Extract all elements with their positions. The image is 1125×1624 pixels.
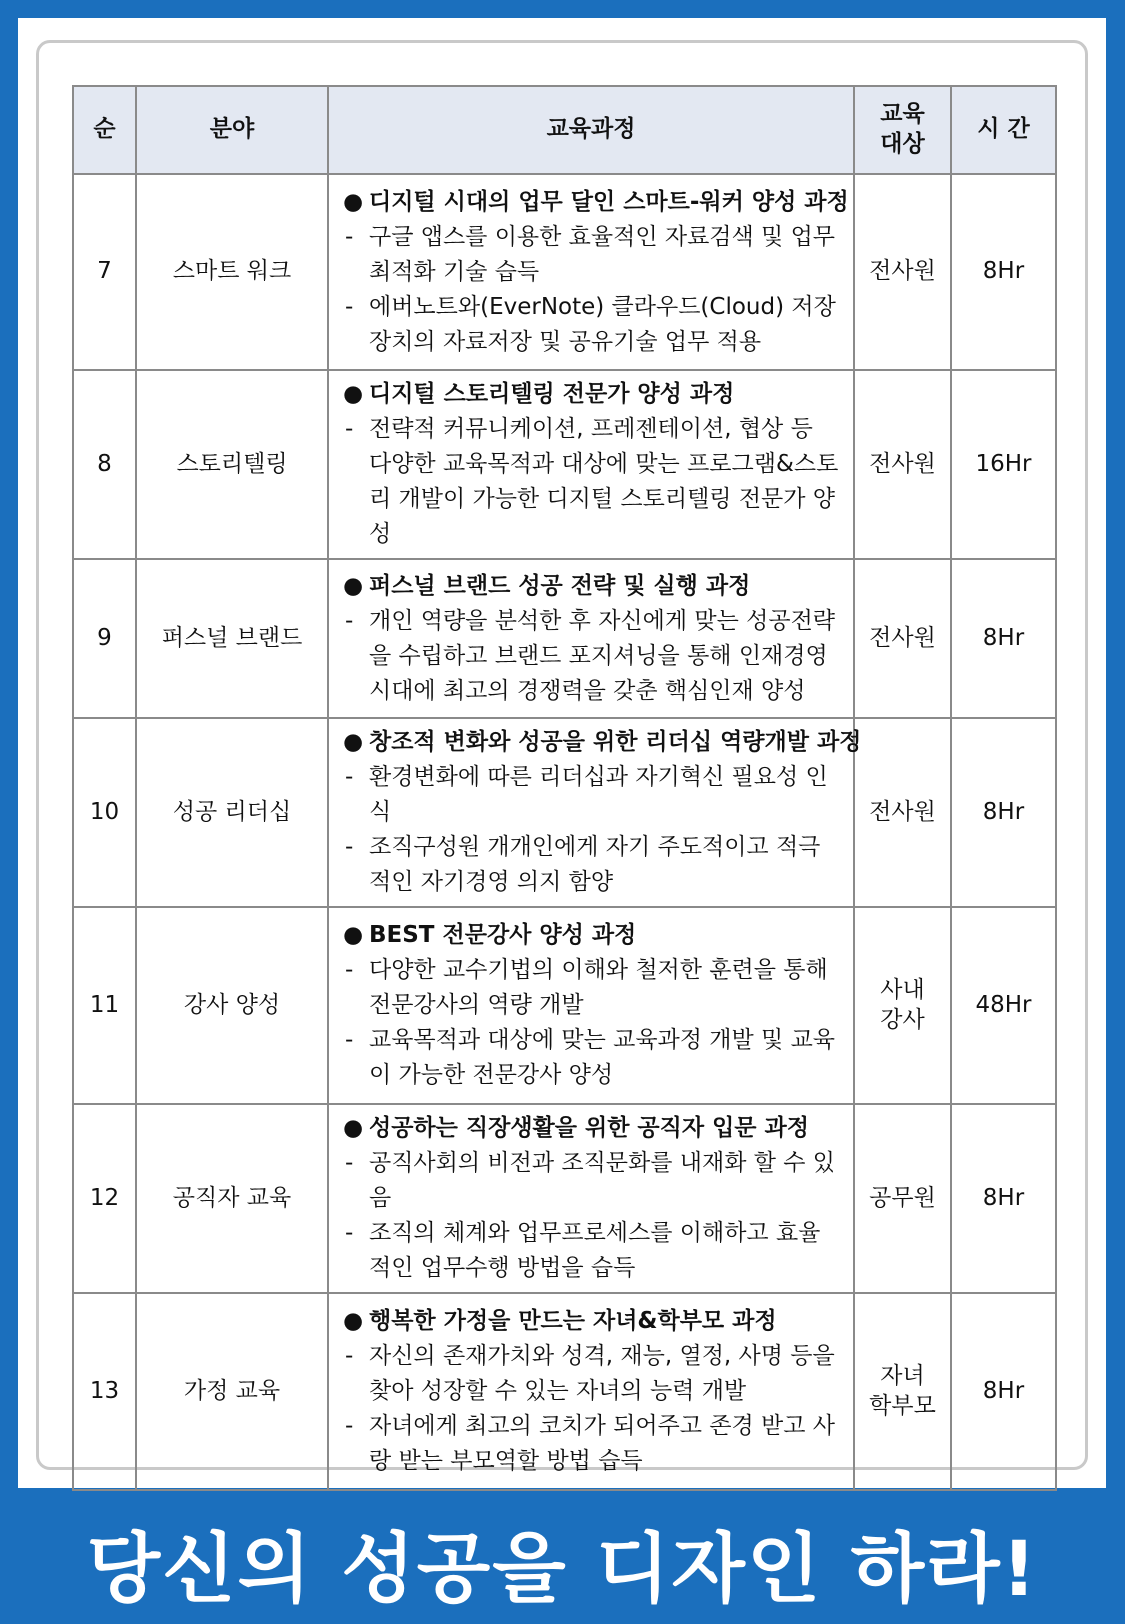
course-detail-text: 다양한 교수기법의 이해와 철저한 훈련을 통해 전문강사의 역량 개발 bbox=[369, 957, 828, 1018]
course-detail-text: 교육목적과 대상에 맞는 교육과정 개발 및 교육이 가능한 전문강사 양성 bbox=[369, 1027, 836, 1088]
dash-marker: - bbox=[345, 1150, 354, 1176]
table-row bbox=[73, 907, 1056, 1104]
bullet-icon: ● bbox=[343, 1115, 364, 1141]
course-title-text: 디지털 스토리텔링 전문가 양성 과정 bbox=[369, 381, 735, 407]
header-course: 교육과정 bbox=[328, 86, 854, 174]
row-course-description bbox=[328, 174, 854, 370]
row-field: 강사 양성 bbox=[136, 907, 328, 1104]
table-row bbox=[73, 559, 1056, 718]
row-target: 전사원 bbox=[854, 718, 951, 907]
course-detail-text: 구글 앱스를 이용한 효율적인 자료검색 및 업무 최적화 기술 습득 bbox=[369, 223, 836, 285]
dash-marker: - bbox=[345, 1343, 354, 1369]
course-title bbox=[343, 377, 839, 412]
header-no: 순 bbox=[73, 86, 136, 174]
course-title-text: BEST 전문강사 양성 과정 bbox=[369, 922, 637, 948]
course-detail-text: 에버노트와(EverNote) 클라우드(Cloud) 저장 장치의 자료저장 및 공유기술 업무 적용 bbox=[369, 293, 836, 355]
header-target: 교육 대상 bbox=[854, 86, 951, 174]
row-number: 7 bbox=[73, 174, 136, 370]
dash-marker: - bbox=[345, 957, 354, 983]
row-course-description bbox=[328, 1293, 854, 1490]
table-body bbox=[73, 174, 1056, 1490]
course-detail-item bbox=[343, 760, 839, 830]
course-title-text: 창조적 변화와 성공을 위한 리더십 역량개발 과정 bbox=[369, 729, 862, 755]
dash-marker: - bbox=[345, 1413, 354, 1439]
course-title-text: 퍼스널 브랜드 성공 전략 및 실행 과정 bbox=[369, 572, 751, 599]
row-time: 8Hr bbox=[951, 559, 1056, 718]
row-time: 16Hr bbox=[951, 370, 1056, 559]
course-detail-text: 자녀에게 최고의 코치가 되어주고 존경 받고 사랑 받는 부모역할 방법 습득 bbox=[369, 1413, 836, 1474]
course-detail-item bbox=[343, 290, 839, 360]
row-number: 8 bbox=[73, 370, 136, 559]
course-detail-item bbox=[343, 830, 839, 900]
bullet-icon: ● bbox=[343, 381, 364, 407]
row-course-description bbox=[328, 559, 854, 718]
course-title bbox=[343, 1111, 839, 1146]
dash-marker: - bbox=[345, 293, 354, 320]
row-time: 8Hr bbox=[951, 174, 1056, 370]
row-time: 48Hr bbox=[951, 907, 1056, 1104]
row-field: 가정 교육 bbox=[136, 1293, 328, 1490]
row-course-description bbox=[328, 718, 862, 907]
course-detail-item bbox=[343, 1023, 839, 1093]
header-time: 시 간 bbox=[951, 86, 1056, 174]
course-detail-text: 조직구성원 개개인에게 자기 주도적이고 적극적인 자기경영 의지 함양 bbox=[369, 834, 821, 895]
row-number: 11 bbox=[73, 907, 136, 1104]
row-field: 퍼스널 브랜드 bbox=[136, 559, 328, 718]
row-target: 공무원 bbox=[854, 1104, 951, 1293]
bullet-icon: ● bbox=[343, 1308, 364, 1334]
course-detail-text: 자신의 존재가치와 성격, 재능, 열정, 사명 등을 찾아 성장할 수 있는 자녀의 능력 개발 bbox=[369, 1343, 835, 1404]
course-detail-item bbox=[343, 412, 839, 552]
row-time: 8Hr bbox=[951, 1104, 1056, 1293]
course-title bbox=[343, 569, 839, 604]
dash-marker: - bbox=[345, 834, 354, 860]
bullet-icon: ● bbox=[343, 188, 364, 215]
row-target: 전사원 bbox=[854, 370, 951, 559]
table-row bbox=[73, 1293, 1056, 1490]
course-detail-text: 전략적 커뮤니케이션, 프레젠테이션, 협상 등 다양한 교육목적과 대상에 맞는 프로그램&스토리 개발이 가능한 디지털 스토리텔링 전문가 양성 bbox=[369, 416, 839, 547]
header-field: 분야 bbox=[136, 86, 328, 174]
dash-marker: - bbox=[345, 1027, 354, 1053]
course-detail-item bbox=[343, 1339, 839, 1409]
course-detail-item bbox=[343, 953, 839, 1023]
slogan-banner: 당신의 성공을 디자인 하라! bbox=[86, 1523, 1039, 1613]
row-field: 성공 리더십 bbox=[136, 718, 328, 907]
course-detail-item bbox=[343, 1409, 839, 1479]
row-number: 13 bbox=[73, 1293, 136, 1490]
table-row bbox=[73, 718, 1056, 907]
course-title bbox=[343, 185, 849, 220]
course-detail-item bbox=[343, 1216, 839, 1286]
row-field: 스토리텔링 bbox=[136, 370, 328, 559]
course-title-text: 행복한 가정을 만드는 자녀&학부모 과정 bbox=[369, 1308, 777, 1334]
course-title bbox=[343, 918, 839, 953]
bullet-icon: ● bbox=[343, 729, 364, 755]
row-target: 전사원 bbox=[854, 559, 951, 718]
table-row bbox=[73, 370, 1056, 559]
table-row bbox=[73, 1104, 1056, 1293]
row-target: 전사원 bbox=[854, 174, 951, 370]
course-title-text: 성공하는 직장생활을 위한 공직자 입문 과정 bbox=[369, 1115, 809, 1141]
row-target: 사내 강사 bbox=[854, 907, 951, 1104]
course-detail-text: 환경변화에 따른 리더십과 자기혁신 필요성 인식 bbox=[369, 764, 828, 825]
dash-marker: - bbox=[345, 1220, 354, 1246]
bullet-icon: ● bbox=[343, 572, 364, 599]
course-detail-text: 조직의 체계와 업무프로세스를 이해하고 효율적인 업무수행 방법을 습득 bbox=[369, 1220, 821, 1281]
dash-marker: - bbox=[345, 607, 354, 634]
dash-marker: - bbox=[345, 223, 354, 250]
row-course-description bbox=[328, 907, 854, 1104]
row-time: 8Hr bbox=[951, 1293, 1056, 1490]
course-table bbox=[72, 85, 1057, 1491]
course-detail-item bbox=[343, 1146, 839, 1216]
course-title bbox=[343, 725, 862, 760]
row-field: 공직자 교육 bbox=[136, 1104, 328, 1293]
course-title-text: 디지털 시대의 업무 달인 스마트-워커 양성 과정 bbox=[369, 188, 849, 215]
table-row bbox=[73, 174, 1056, 370]
row-course-description bbox=[328, 1104, 854, 1293]
bullet-icon: ● bbox=[343, 922, 364, 948]
row-number: 9 bbox=[73, 559, 136, 718]
table-header-row bbox=[73, 86, 1056, 174]
course-title bbox=[343, 1304, 839, 1339]
row-number: 12 bbox=[73, 1104, 136, 1293]
course-detail-item bbox=[343, 220, 839, 290]
row-field: 스마트 워크 bbox=[136, 174, 328, 370]
row-time: 8Hr bbox=[951, 718, 1056, 907]
row-target: 자녀 학부모 bbox=[854, 1293, 951, 1490]
course-detail-item bbox=[343, 604, 839, 709]
course-detail-text: 개인 역량을 분석한 후 자신에게 맞는 성공전략을 수립하고 브랜드 포지셔닝을 통해 인재경영 시대에 최고의 경쟁력을 갖춘 핵심인재 양성 bbox=[369, 607, 836, 704]
dash-marker: - bbox=[345, 764, 354, 790]
course-detail-text: 공직사회의 비전과 조직문화를 내재화 할 수 있음 bbox=[369, 1150, 836, 1211]
row-number: 10 bbox=[73, 718, 136, 907]
row-course-description bbox=[328, 370, 854, 559]
dash-marker: - bbox=[345, 416, 354, 442]
